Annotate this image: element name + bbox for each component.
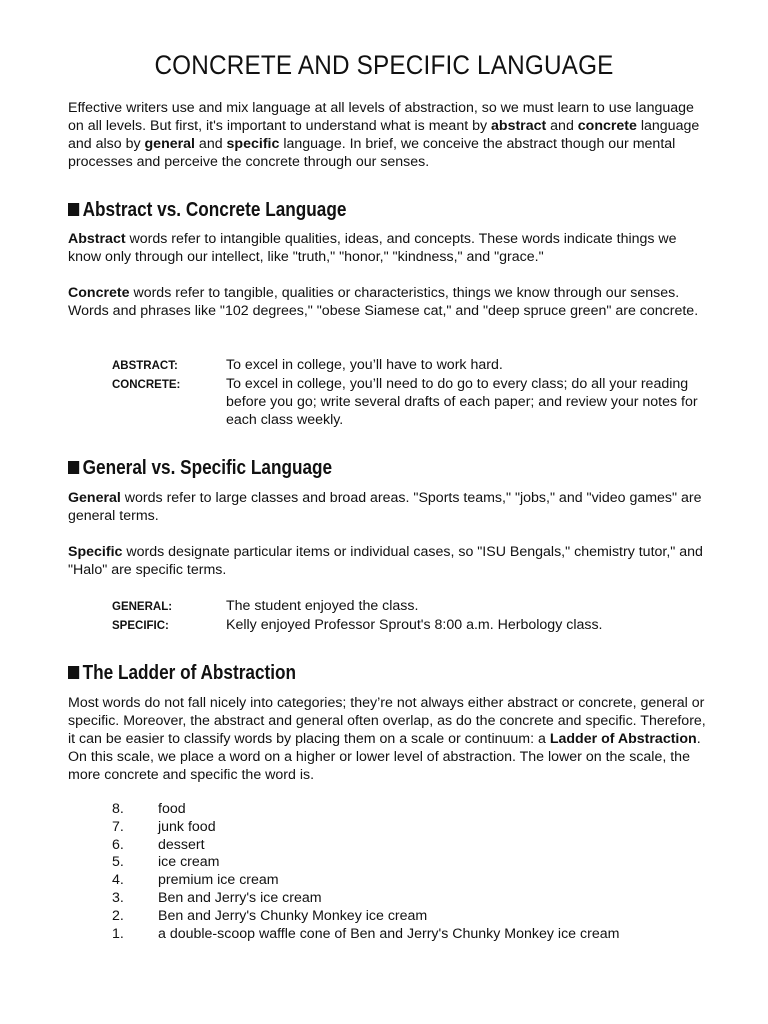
definition-text: words refer to large classes and broad areas. "Sports teams," "jobs," and "video games" are general terms.	[68, 490, 702, 524]
example-label: ABSTRACT:	[112, 360, 178, 372]
definition-text: words refer to tangible, qualities or characteristics, things we know through our senses. Words and phrases like "102 degrees," "obese Siamese cat," and "deep spruce green" are concrete.	[68, 285, 699, 319]
section-heading-abstract-concrete	[68, 198, 346, 222]
example-label: CONCRETE:	[112, 379, 181, 391]
example-row	[112, 597, 712, 616]
list-item	[112, 908, 712, 926]
specific-definition	[68, 543, 708, 579]
list-item-number: 8.	[112, 801, 124, 817]
abstract-definition	[68, 230, 708, 266]
square-bullet-icon	[68, 461, 79, 474]
list-item	[112, 926, 712, 944]
list-item-text: food	[158, 801, 186, 817]
list-item-number: 7.	[112, 818, 124, 835]
list-item-text: Ben and Jerry's Chunky Monkey ice cream	[158, 907, 428, 924]
list-item-text: premium ice cream	[158, 872, 279, 889]
square-bullet-icon	[68, 666, 79, 679]
example-label: GENERAL:	[112, 601, 173, 613]
list-item	[112, 872, 712, 890]
list-item-text: Ben and Jerry's ice cream	[158, 889, 322, 906]
section-heading-ladder	[68, 661, 296, 685]
list-item-number: 6.	[112, 836, 124, 853]
list-item-number: 2.	[112, 907, 124, 924]
section-heading-text: General vs. Specific Language	[82, 457, 333, 479]
square-bullet-icon	[68, 203, 79, 216]
definition-text: words designate particular items or individual cases, so "ISU Bengals," chemistry tutor," and "Halo" are specific terms.	[68, 544, 703, 578]
intro-text: language. In brief, we conceive the abstract though our mental processes and perceive the concrete through our senses.	[68, 136, 676, 170]
example-text: To excel in college, you’ll have to work hard.	[226, 357, 503, 373]
page-title: CONCRETE AND SPECIFIC LANGUAGE	[154, 50, 614, 80]
ladder-text: Most words do not fall nicely into categories; they’re not always either abstract or concrete, general or specific. Moreover, the abstract and general often overlap, as do the concrete and specific. Therefore, it can be easier to classify words by placing them on a scale or continuum: a	[68, 695, 706, 747]
ladder-list	[112, 801, 712, 943]
section-heading-text: Abstract vs. Concrete Language	[82, 199, 347, 221]
list-item	[112, 854, 712, 872]
intro-term-specific: specific	[226, 136, 280, 152]
term-abstract: Abstract	[68, 231, 126, 247]
list-item-number: 4.	[112, 872, 124, 889]
list-item-text: dessert	[158, 836, 205, 853]
intro-text: Effective writers use and mix language at all levels of abstraction, so we must learn to use language on all levels. But first, it's important to understand what is meant by	[68, 100, 694, 134]
term-specific: Specific	[68, 544, 123, 560]
abstract-concrete-examples	[112, 356, 712, 429]
intro-term-concrete: concrete	[577, 118, 637, 134]
example-row	[112, 356, 712, 375]
list-item	[112, 890, 712, 908]
term-general: General	[68, 490, 121, 506]
intro-text: and	[194, 136, 227, 152]
example-text: To excel in college, you’ll need to do go to every class; do all your reading before you go; write several drafts of each paper; and review your notes for each class weekly.	[226, 376, 698, 428]
example-label: SPECIFIC:	[112, 620, 169, 632]
list-item-number: 1.	[112, 925, 124, 942]
list-item-number: 3.	[112, 889, 124, 906]
list-item	[112, 837, 712, 855]
example-row	[112, 616, 712, 635]
general-specific-examples	[112, 597, 712, 635]
section-heading-text: The Ladder of Abstraction	[82, 662, 297, 684]
intro-term-abstract: abstract	[491, 118, 547, 134]
list-item-text: ice cream	[158, 854, 220, 871]
list-item-text: junk food	[158, 818, 216, 835]
intro-term-general: general	[144, 136, 195, 152]
general-definition	[68, 489, 708, 525]
definition-text: words refer to intangible qualities, ideas, and concepts. These words indicate things we know only through our intellect, like "truth," "honor," "kindness," and "grace."	[68, 231, 677, 265]
example-text: Kelly enjoyed Professor Sprout's 8:00 a.m. Herbology class.	[226, 617, 603, 633]
term-ladder-of-abstraction: Ladder of Abstraction	[549, 731, 697, 747]
section-heading-general-specific	[68, 456, 332, 480]
ladder-text: . On this scale, we place a word on a higher or lower level of abstraction. The lower on the scale, the more concrete and specific the word is.	[68, 731, 701, 783]
ladder-paragraph	[68, 694, 708, 784]
list-item-number: 5.	[112, 854, 124, 871]
example-row	[112, 375, 712, 429]
concrete-definition	[68, 284, 708, 320]
term-concrete: Concrete	[68, 285, 130, 301]
example-text: The student enjoyed the class.	[226, 598, 419, 614]
intro-text: language and also by	[68, 118, 700, 152]
list-item	[112, 801, 712, 819]
intro-paragraph	[68, 99, 708, 171]
intro-text: and	[546, 118, 578, 134]
list-item-text: a double-scoop waffle cone of Ben and Jerry's Chunky Monkey ice cream	[158, 925, 620, 942]
list-item	[112, 819, 712, 837]
